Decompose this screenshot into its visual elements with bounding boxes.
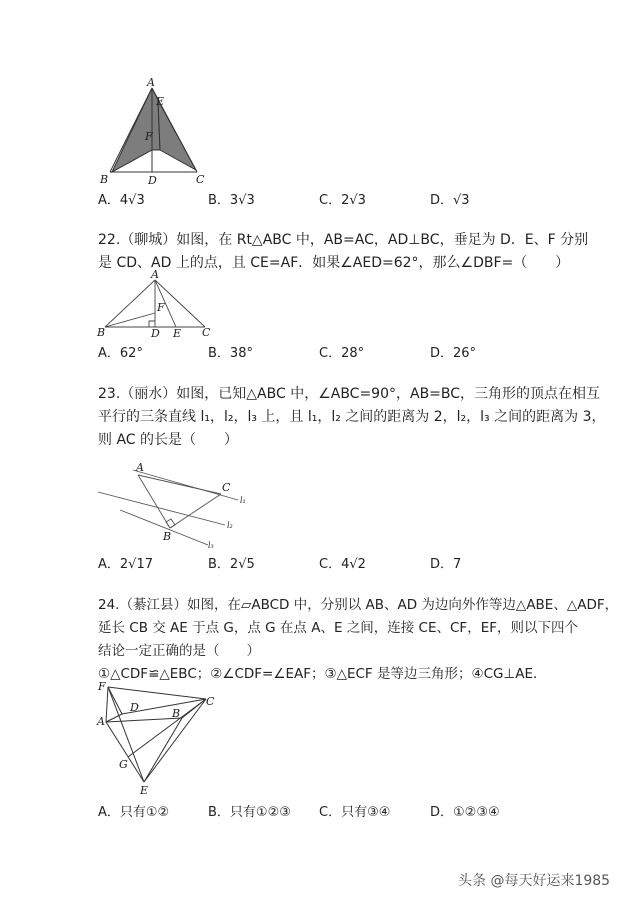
q21-label-d: D bbox=[148, 174, 157, 187]
q24-seg-fc bbox=[108, 687, 206, 699]
q24-label-b: B bbox=[172, 707, 181, 720]
q22-option-b: B．38° bbox=[208, 346, 253, 361]
q24-seg-cg bbox=[128, 699, 206, 757]
q23-line-1: 23.（丽水）如图，已知△ABC 中，∠ABC=90°，AB=BC，三角形的顶点在相互 bbox=[98, 386, 601, 402]
q24-label-d: D bbox=[130, 701, 139, 714]
q24-label-a: A bbox=[97, 715, 105, 728]
q24-seg-fd bbox=[108, 687, 122, 714]
q21-label-b: B bbox=[100, 173, 109, 186]
q24-label-c: C bbox=[206, 695, 215, 708]
q22-label-e: E bbox=[173, 327, 182, 340]
q24-seg-be bbox=[144, 718, 182, 782]
q21-option-a: A．4√3 bbox=[98, 193, 145, 208]
q24-seg-ab bbox=[106, 718, 182, 722]
q22-option-a: A．62° bbox=[98, 346, 143, 361]
q23-label-l1: l₁ bbox=[240, 496, 246, 505]
q23-label-a: A bbox=[136, 461, 144, 474]
q24-line-1: 24.（綦江县）如图，在▱ABCD 中，分别以 AB、AD 为边向外作等边△ABE、△ADF， bbox=[98, 597, 619, 613]
q21-label-a: A bbox=[147, 76, 155, 89]
q23-label-c: C bbox=[222, 481, 231, 494]
watermark: 头条 @每天好运来1985 bbox=[458, 873, 611, 889]
q22-option-c: C．28° bbox=[319, 346, 365, 361]
q23-option-a: A．2√17 bbox=[98, 557, 154, 572]
q24-line-3: 结论一定正确的是（ ） bbox=[98, 643, 260, 659]
q23-option-d: D．7 bbox=[430, 557, 462, 572]
q23-label-b: B bbox=[163, 530, 172, 543]
q24-label-f: F bbox=[98, 680, 106, 693]
q24-label-e: E bbox=[140, 784, 149, 797]
q22-label-b: B bbox=[97, 326, 106, 339]
q22-label-c: C bbox=[202, 326, 211, 339]
q24-seg-fa bbox=[106, 687, 108, 722]
q23-option-c: C．4√2 bbox=[319, 557, 366, 572]
q21-label-c: C bbox=[196, 173, 205, 186]
q22-line-2: 是 CD、AD 上的点，且 CE=AF．如果∠AED=62°，那么∠DBF=（ ） bbox=[98, 255, 570, 271]
q24-option-a: A．只有①② bbox=[98, 805, 170, 820]
q21-label-f: F bbox=[145, 130, 153, 143]
q23-line-2: 平行的三条直线 l₁，l₂，l₃ 上，且 l₁，l₂ 之间的距离为 2，l₂，l₃ 之间的距离为 3， bbox=[98, 409, 606, 425]
q21-label-e: E bbox=[156, 95, 165, 108]
q24-line-2: 延长 CB 交 AE 于点 G，点 G 在点 A、E 之间，连接 CE、CF，EF，则以下四个 bbox=[98, 620, 578, 636]
q24-line-4: ①△CDF≌△EBC；②∠CDF=∠EAF；③△ECF 是等边三角形；④CG⊥AE． bbox=[98, 666, 547, 682]
q24-option-d: D．①②③④ bbox=[430, 805, 500, 820]
q23-label-l3: l₃ bbox=[208, 541, 214, 550]
q24-label-g: G bbox=[119, 758, 128, 771]
q24-option-b: B．只有①②③ bbox=[208, 805, 291, 820]
q22-label-d: D bbox=[151, 327, 160, 340]
q21-option-b: B．3√3 bbox=[208, 193, 255, 208]
q22-option-d: D．26° bbox=[430, 346, 477, 361]
q22-label-a: A bbox=[151, 268, 159, 281]
q21-option-d: D．√3 bbox=[430, 193, 470, 208]
q23-line-3: 则 AC 的长是（ ） bbox=[98, 432, 239, 448]
q22-line-1: 22.（聊城）如图，在 Rt△ABC 中，AB=AC，AD⊥BC，垂足为 D．E、F 分别 bbox=[98, 232, 589, 248]
q21-option-c: C．2√3 bbox=[319, 193, 366, 208]
q23-label-l2: l₂ bbox=[227, 521, 233, 530]
q22-label-f: F bbox=[157, 301, 165, 314]
q23-option-b: B．2√5 bbox=[208, 557, 255, 572]
q24-option-c: C．只有③④ bbox=[319, 805, 391, 820]
